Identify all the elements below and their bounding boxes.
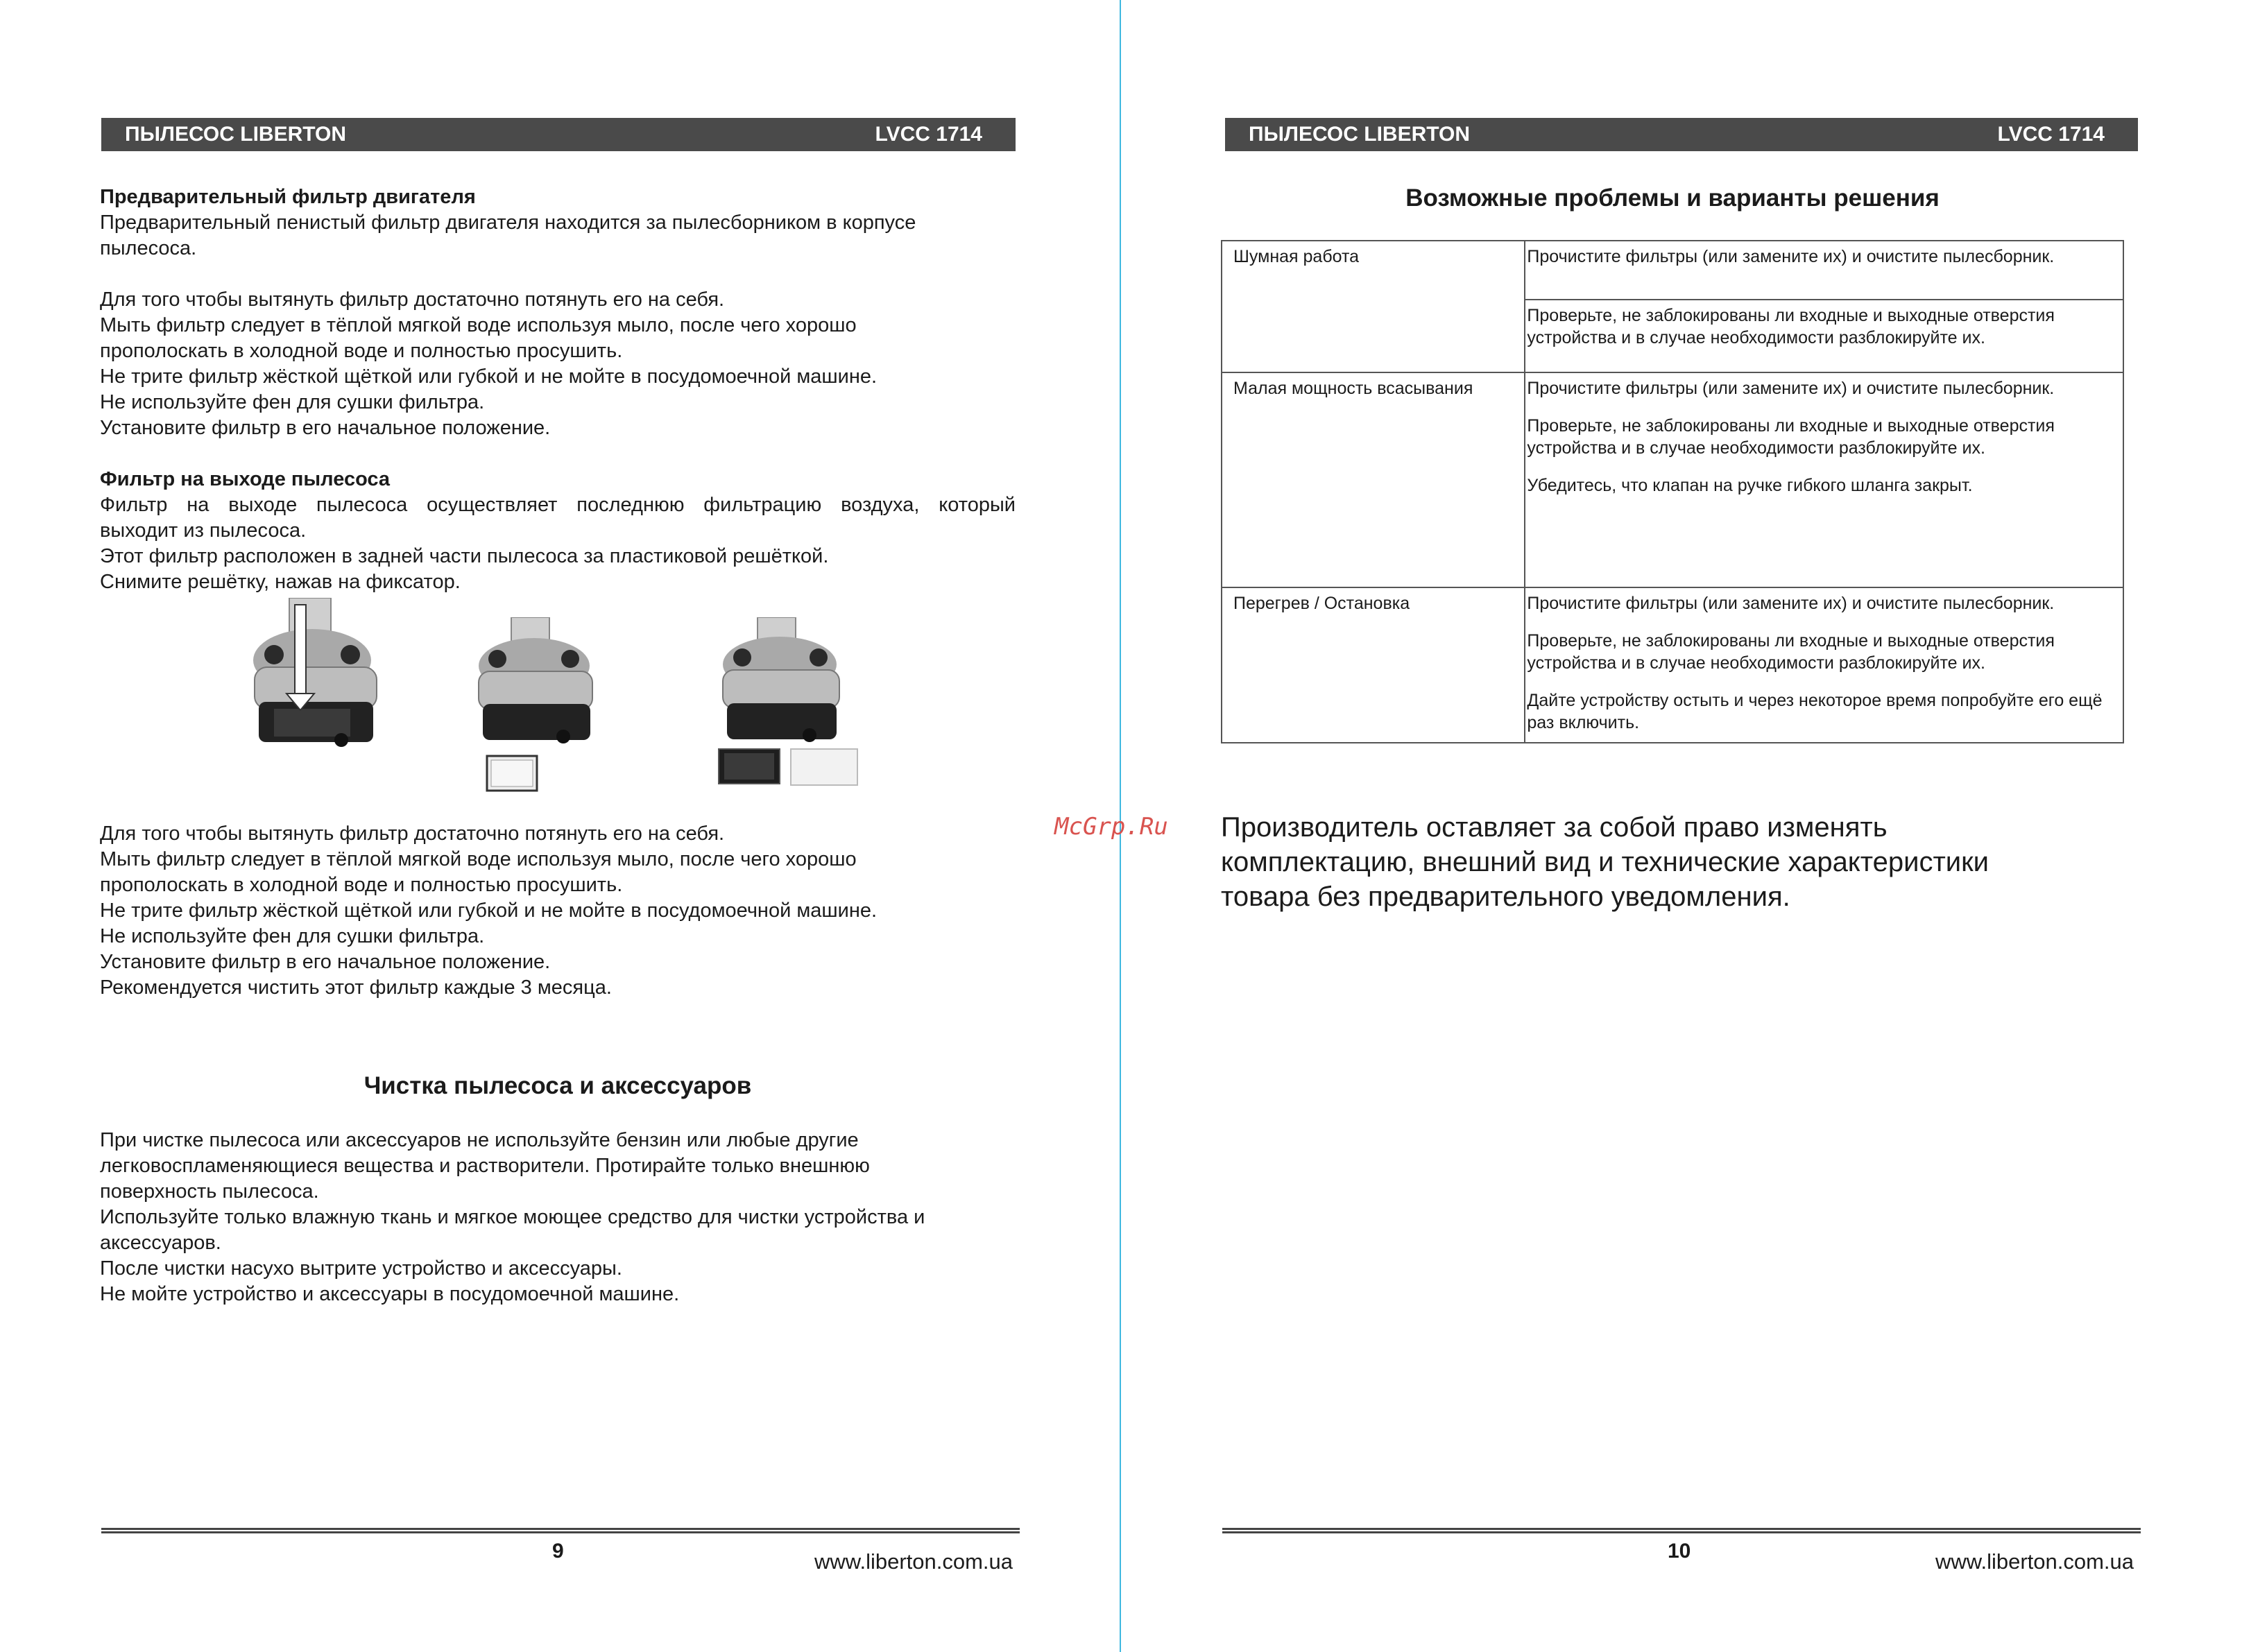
text-line: Не трите фильтр жёсткой щёткой или губкой и не мойте в посудомоечной машине. xyxy=(100,900,878,922)
notice-line: комплектацию, внешний вид и технические характеристики xyxy=(1221,847,1989,877)
header-bar xyxy=(1225,118,2138,151)
website-link[interactable]: www.liberton.com.ua xyxy=(814,1549,1013,1574)
manufacturer-notice xyxy=(1221,810,2137,914)
solution-text: Убедитесь, что клапан на ручке гибкого шланга закрыт. xyxy=(1527,476,1973,495)
vacuum-filter-removed-photo xyxy=(716,617,862,791)
text-line: Используйте только влажную ткань и мягкое моющее средство для чистки устройства и xyxy=(100,1206,925,1228)
problem-cell: Перегрев / Остановка xyxy=(1222,587,1525,743)
problem-cell: Малая мощность всасывания xyxy=(1222,372,1525,587)
text-line: Рекомендуется чистить этот фильтр каждые 3 месяца. xyxy=(100,976,612,999)
text-line: Для того чтобы вытянуть фильтр достаточно потянуть его на себя. xyxy=(100,289,725,311)
text-line: Снимите решётку, нажав на фиксатор. xyxy=(100,571,461,593)
footer-rule xyxy=(101,1528,1020,1533)
table-row xyxy=(1222,587,2123,743)
solution-cell xyxy=(1525,300,2123,372)
problem-cell: Шумная работа xyxy=(1222,241,1525,372)
text-line: прополоскать в холодной воде и полностью просушить. xyxy=(100,340,623,362)
section-heading: Предварительный фильтр двигателя xyxy=(100,186,476,208)
text-line: поверхность пылесоса. xyxy=(100,1180,319,1203)
text-line: Не используйте фен для сушки фильтра. xyxy=(100,925,485,947)
text-line: выходит из пылесоса. xyxy=(100,519,307,542)
solution-text: Прочистите фильтры (или замените их) и очистите пылесборник. xyxy=(1527,594,2055,613)
troubleshooting-table xyxy=(1221,240,2124,743)
vacuum-with-arrow-photo xyxy=(246,598,385,759)
header-bar xyxy=(101,118,1016,151)
cleaning-title: Чистка пылесоса и аксессуаров xyxy=(363,1072,752,1099)
solution-text: Проверьте, не заблокированы ли входные и выходные отверстия устройства и в случае необходимости разблокируйте их. xyxy=(1527,416,2055,458)
text-line: Не мойте устройство и аксессуары в посудомоечной машине. xyxy=(100,1283,680,1305)
solution-text: Прочистите фильтры (или замените их) и очистите пылесборник. xyxy=(1527,247,2055,266)
solution-text: Дайте устройству остыть и через некоторое время попробуйте его ещё раз включить. xyxy=(1527,691,2103,732)
section-heading: Фильтр на выходе пылесоса xyxy=(100,468,391,490)
solution-cell xyxy=(1525,587,2123,743)
solution-cell xyxy=(1525,372,2123,587)
notice-line: товара без предварительного уведомления. xyxy=(1221,881,1790,912)
footer-rule xyxy=(1222,1528,2141,1533)
page-number: 9 xyxy=(552,1540,564,1563)
text-line: легковоспламеняющиеся вещества и растворители. Протирайте только внешнюю xyxy=(100,1155,870,1177)
outlet-filter-steps xyxy=(100,821,1016,1001)
header-model: LVCC 1714 xyxy=(1997,123,2105,146)
website-link[interactable]: www.liberton.com.ua xyxy=(1935,1549,2134,1574)
vacuum-grille-removed-photo xyxy=(473,617,598,803)
left-page xyxy=(0,0,1120,1652)
cleaning-section xyxy=(100,1128,1016,1307)
header-brand: ПЫЛЕСОС LIBERTON xyxy=(125,123,347,146)
text-line: прополоскать в холодной воде и полностью просушить. xyxy=(100,874,623,896)
solution-cell xyxy=(1525,241,2123,300)
troubleshooting-title: Возможные проблемы и варианты решения xyxy=(1405,184,1940,212)
prefilter-section xyxy=(100,184,1016,595)
text-line: Не используйте фен для сушки фильтра. xyxy=(100,391,485,413)
table-row xyxy=(1222,241,2123,300)
table-row xyxy=(1222,372,2123,587)
page-number: 10 xyxy=(1668,1540,1691,1563)
notice-line: Производитель оставляет за собой право изменять xyxy=(1221,812,1888,843)
watermark: McGrp.Ru xyxy=(1054,813,1168,841)
text-line: При чистке пылесоса или аксессуаров не используйте бензин или любые другие xyxy=(100,1129,859,1151)
text-line: Установите фильтр в его начальное положение. xyxy=(100,951,551,973)
solution-text: Прочистите фильтры (или замените их) и очистите пылесборник. xyxy=(1527,379,2055,398)
text-line: Установите фильтр в его начальное положение. xyxy=(100,417,551,439)
text-line: Этот фильтр расположен в задней части пылесоса за пластиковой решёткой. xyxy=(100,545,829,567)
text-line: Для того чтобы вытянуть фильтр достаточно потянуть его на себя. xyxy=(100,823,725,845)
header-model: LVCC 1714 xyxy=(875,123,982,146)
right-page xyxy=(1121,0,2242,1652)
text-line: Мыть фильтр следует в тёплой мягкой воде используя мыло, после чего хорошо xyxy=(100,848,857,870)
text-line: пылесоса. xyxy=(100,237,197,259)
text-line: После чистки насухо вытрите устройство и аксессуары. xyxy=(100,1257,622,1280)
text-line: Не трите фильтр жёсткой щёткой или губкой и не мойте в посудомоечной машине. xyxy=(100,365,878,388)
text-line: Мыть фильтр следует в тёплой мягкой воде используя мыло, после чего хорошо xyxy=(100,314,857,336)
text-line: аксессуаров. xyxy=(100,1232,221,1254)
text-line: Фильтр на выходе пылесоса осуществляет последнюю фильтрацию воздуха, который xyxy=(100,494,1016,516)
solution-text: Проверьте, не заблокированы ли входные и выходные отверстия устройства и в случае необходимости разблокируйте их. xyxy=(1527,305,2055,347)
text-line: Предварительный пенистый фильтр двигателя находится за пылесборником в корпусе xyxy=(100,212,916,234)
header-brand: ПЫЛЕСОС LIBERTON xyxy=(1249,123,1471,146)
solution-text: Проверьте, не заблокированы ли входные и выходные отверстия устройства и в случае необходимости разблокируйте их. xyxy=(1527,631,2055,673)
